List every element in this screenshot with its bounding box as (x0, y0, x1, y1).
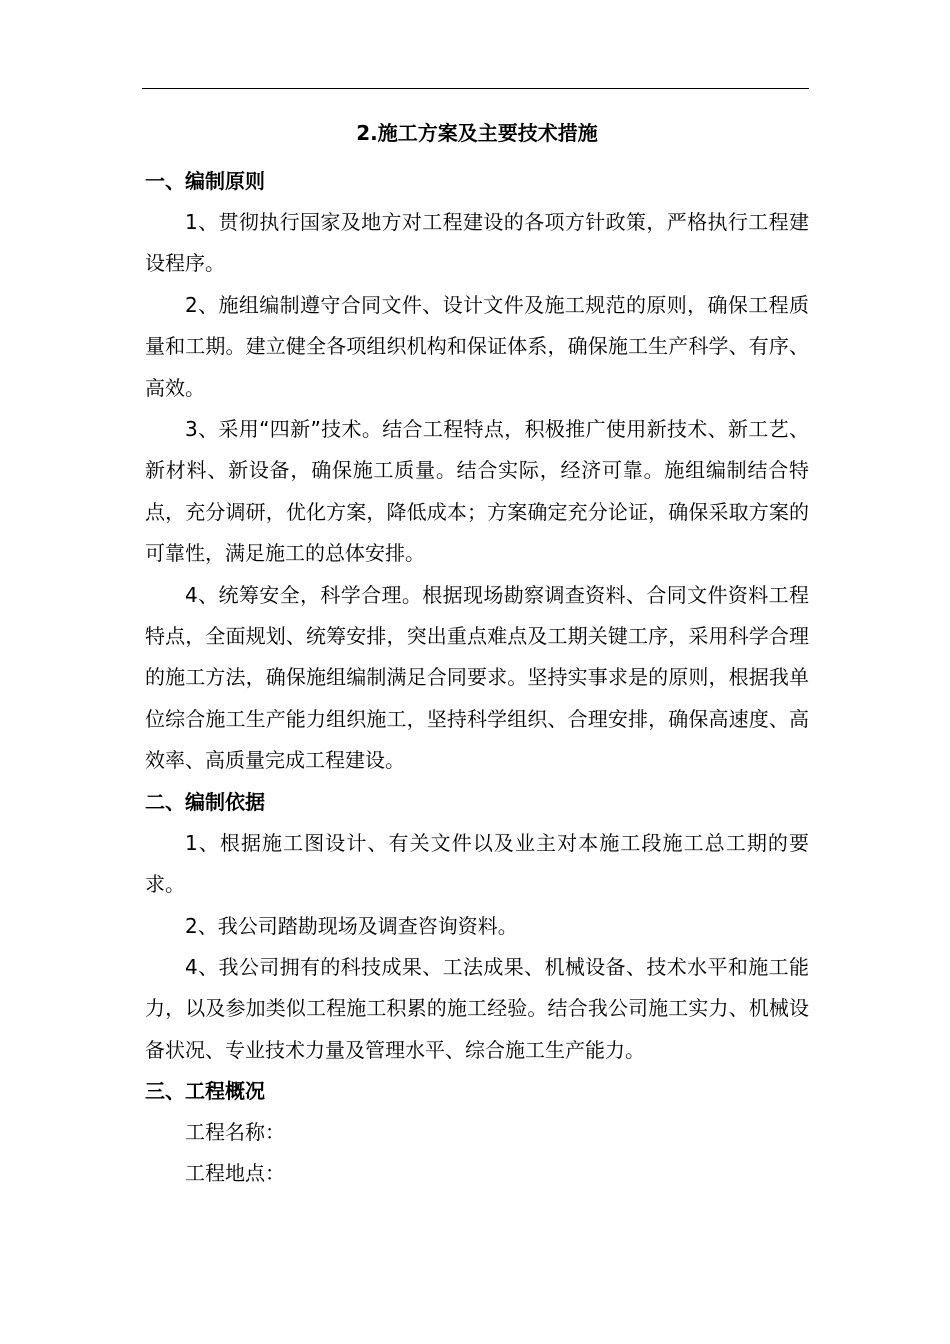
project-location-field: 工程地点： (185, 1161, 285, 1186)
section-heading-principles: 一、编制原则 (145, 169, 265, 193)
section-heading-overview: 三、工程概况 (145, 1079, 265, 1104)
principle-paragraph-1: 1、贯彻执行国家及地方对工程建设的各项方针政策，严格执行工程建设程序。 (145, 210, 809, 276)
basis-paragraph-2: 2、我公司踏勘现场及调查咨询资料。 (185, 913, 518, 938)
section-heading-basis: 二、编制依据 (145, 789, 265, 814)
principle-paragraph-3: 3、采用“四新”技术。结合工程特点，积极推广使用新技术、新工艺、新材料、新设备，确保施工质量。结合实际，经济可靠。施组编制结合特点，充分调研，优化方案，降低成本；方案确定充分论证，确保采取方案的可靠性，满足施工的总体安排。 (145, 417, 809, 566)
header-rule (142, 88, 809, 89)
project-name-field: 工程名称： (185, 1120, 285, 1145)
principle-paragraph-4: 4、统筹安全，科学合理。根据现场勘察调查资料、合同文件资料工程特点，全面规划、统筹安排，突出重点难点及工期关键工序，采用科学合理的施工方法，确保施组编制满足合同要求。坚持实事求是的原则，根据我单位综合施工生产能力组织施工，坚持科学组织、合理安排，确保高速度、高效率、高质量完成工程建设。 (145, 582, 809, 773)
basis-paragraph-3: 4、我公司拥有的科技成果、工法成果、机械设备、技术水平和施工能力，以及参加类似工程施工积累的施工经验。结合我公司施工实力、机械设备状况、专业技术力量及管理水平、综合施工生产能力。 (145, 954, 809, 1062)
principle-paragraph-2: 2、施组编制遵守合同文件、设计文件及施工规范的原则，确保工程质量和工期。建立健全各项组织机构和保证体系，确保施工生产科学、有序、高效。 (145, 292, 809, 400)
document-title: 2.施工方案及主要技术措施 (356, 121, 598, 145)
document-body (145, 113, 809, 1194)
basis-paragraph-1: 1、根据施工图设计、有关文件以及业主对本施工段施工总工期的要求。 (145, 830, 809, 897)
